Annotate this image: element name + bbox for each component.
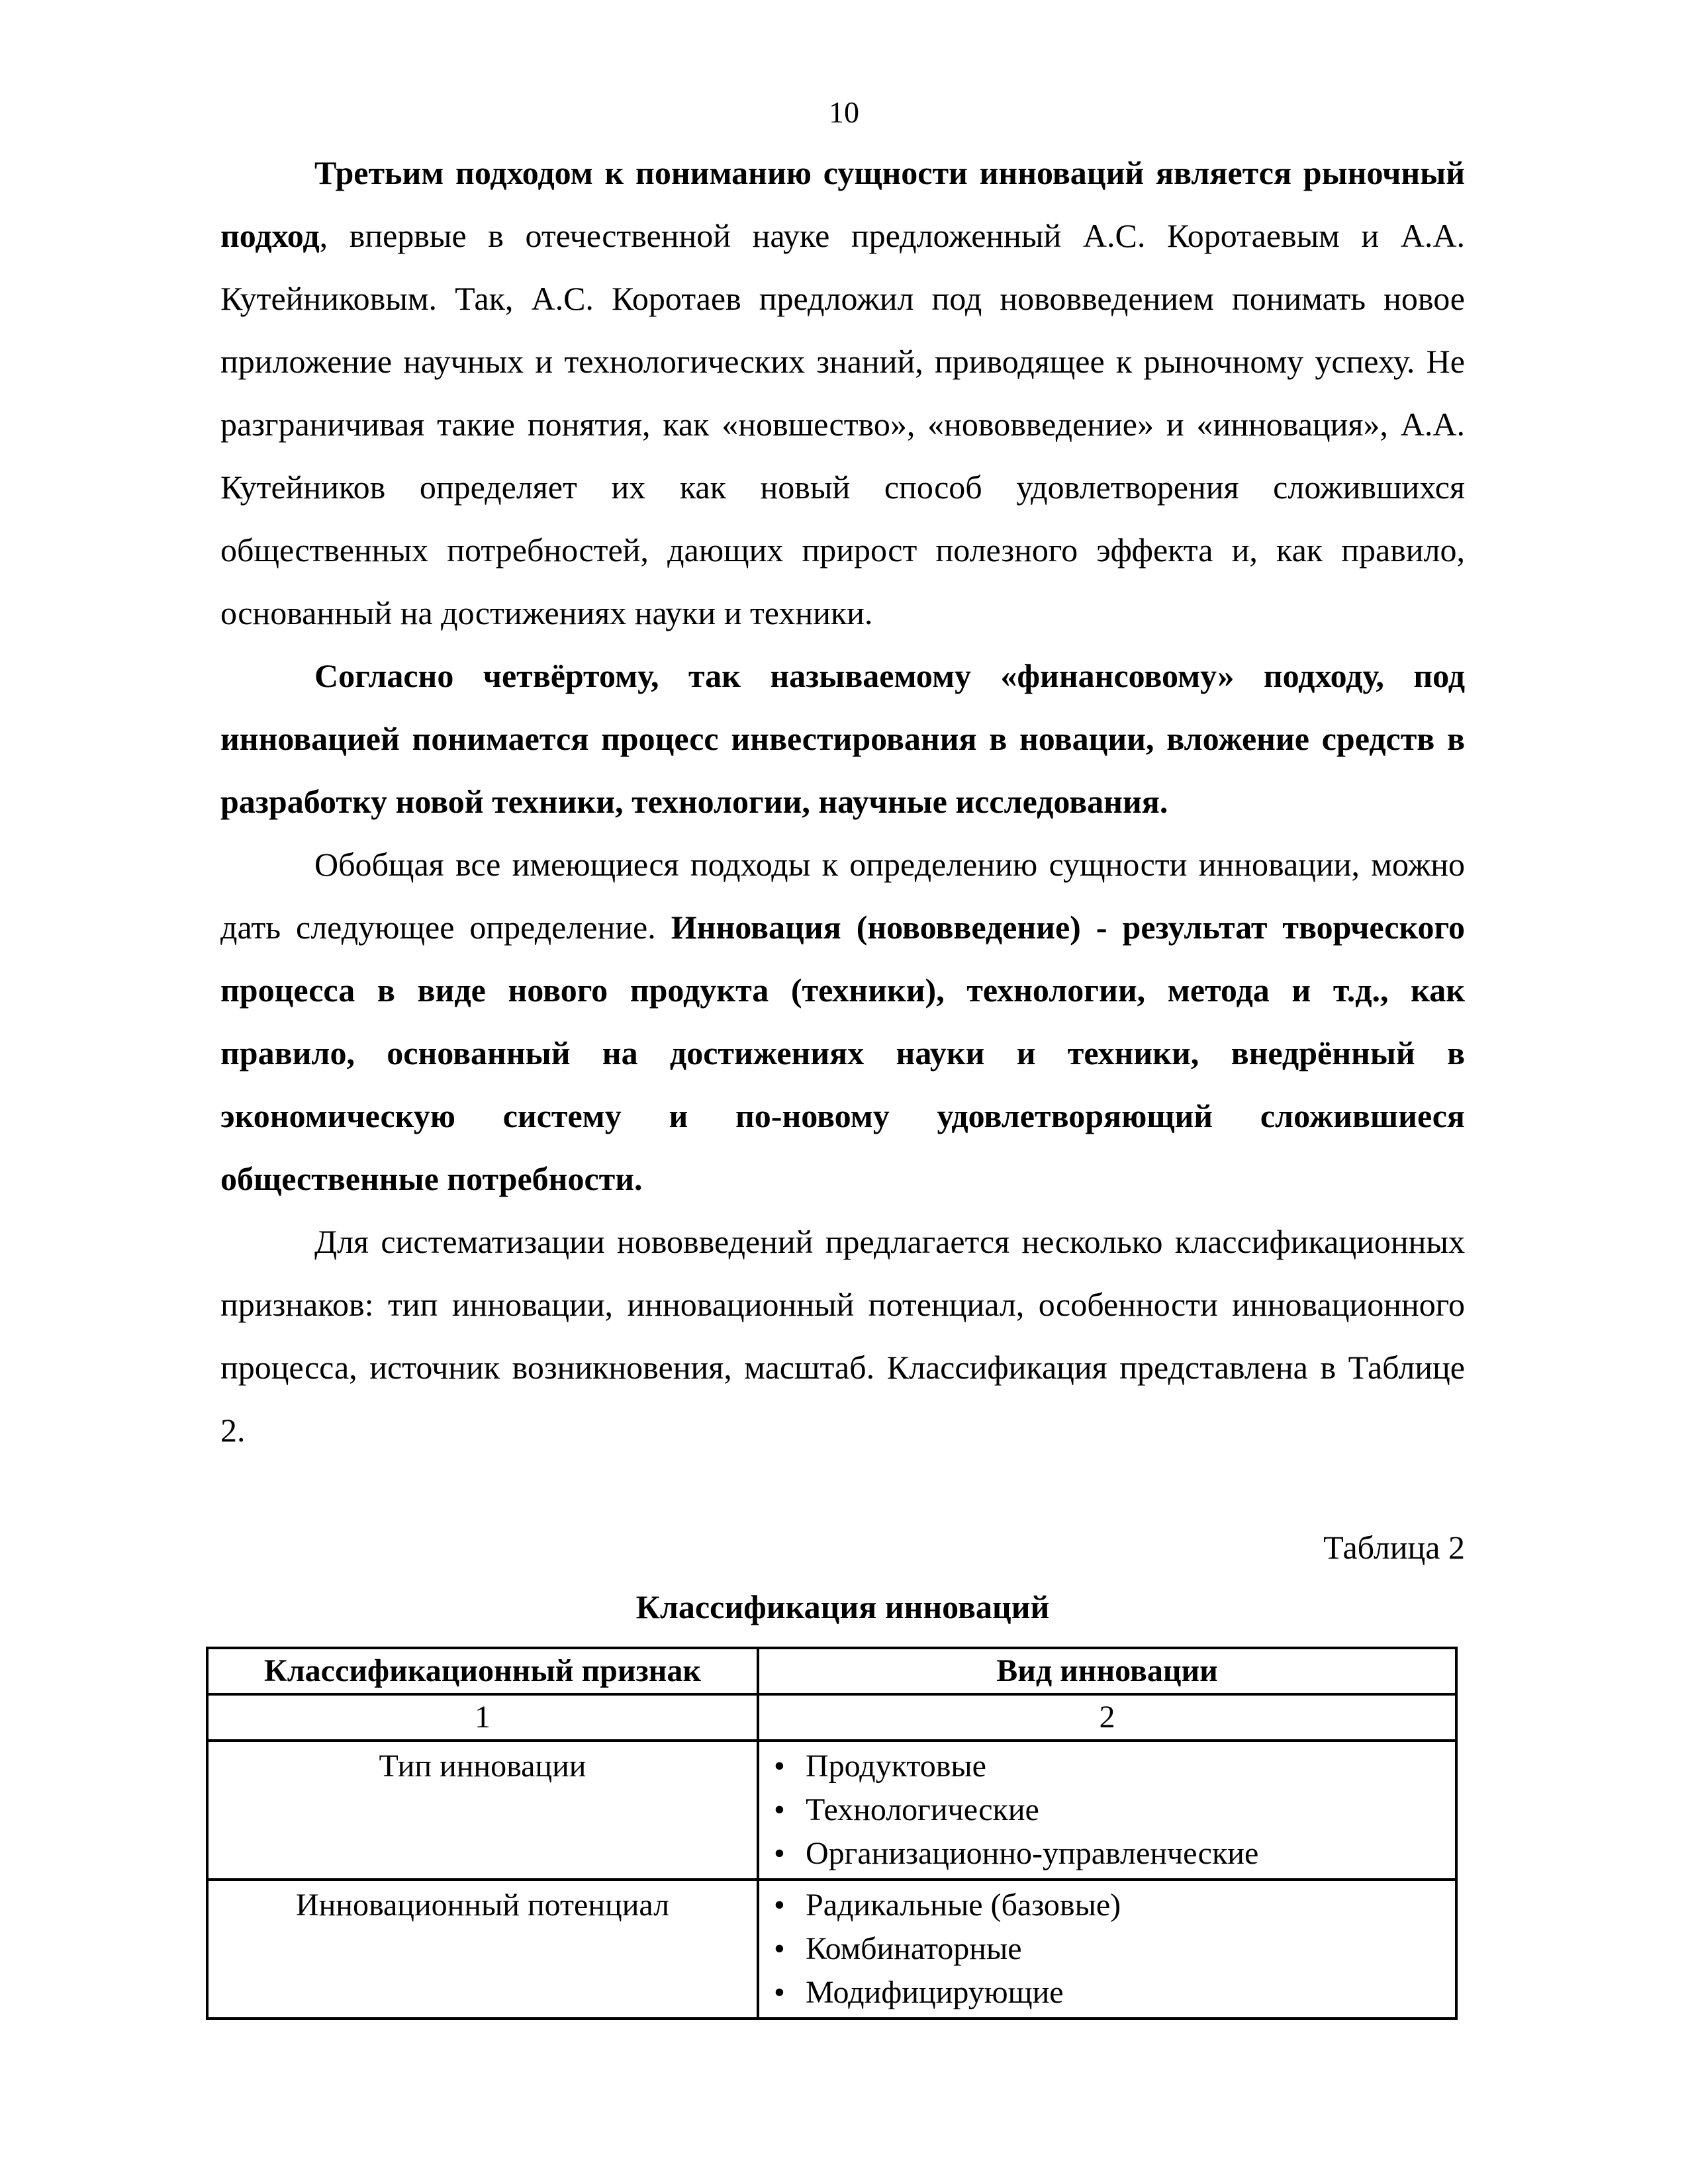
criterion-cell: Тип инновации: [207, 1741, 758, 1880]
list-item: • Модифицирующие: [769, 1971, 1446, 2015]
paragraph-systematization: [220, 1210, 1465, 1462]
table-row: [207, 1741, 1456, 1880]
table-header-row: [207, 1648, 1456, 1694]
table-caption: Таблица 2: [1323, 1529, 1465, 1566]
types-cell: [758, 1741, 1456, 1880]
header-type: Вид инновации: [758, 1648, 1456, 1694]
column-number-2: 2: [758, 1694, 1456, 1741]
page-number: 10: [829, 95, 859, 129]
paragraph-bold-lead: Третьим подходом к пониманию сущности инноваций является рыночный подход: [220, 154, 1465, 254]
paragraph-market-approach: [220, 142, 1465, 645]
list-item: • Комбинаторные: [769, 1927, 1446, 1971]
paragraph-definition: [220, 833, 1465, 1210]
paragraph-financial-approach: [220, 645, 1465, 833]
table-column-numbers-row: [207, 1694, 1456, 1741]
table-row: [207, 1880, 1456, 2019]
paragraph-text: Обобщая все имеющиеся подходы к определению сущности инновации, можно дать следующее определение.: [220, 846, 1465, 946]
classification-table: [206, 1647, 1458, 2020]
header-criterion: Классификационный признак: [207, 1648, 758, 1694]
body-text: [220, 142, 1465, 1462]
list-item: • Организационно-управленческие: [769, 1832, 1446, 1876]
list-item: • Радикальные (базовые): [769, 1884, 1446, 1927]
types-list: [769, 1745, 1446, 1876]
types-list: [769, 1884, 1446, 2015]
paragraph-text: , впервые в отечественной науке предложенный А.С. Коротаевым и А.А. Кутейниковым. Так, А.С. Коротаев предложил под нововведением понимать новое приложение научных и технологических знаний, приводящее к рыночному успеху. Не разграничивая такие понятия, как «новшество», «нововведение» и «инновация», А.А. Кутейников определяет их как новый способ удовлетворения сложившихся общественных потребностей, дающих прирост полезного эффекта и, как правило, основанный на достижениях науки и техники.: [220, 217, 1465, 631]
table-title: Классификация инноваций: [635, 1588, 1050, 1625]
list-item: • Технологические: [769, 1788, 1446, 1832]
paragraph-text: Для систематизации нововведений предлагается несколько классификационных признаков: тип инновации, инновационный потенциал, особенности инновационного процесса, источник возникновения, масштаб. Классификация представлена в Таблице 2.: [220, 1223, 1465, 1449]
column-number-1: 1: [207, 1694, 758, 1741]
criterion-cell: Инновационный потенциал: [207, 1880, 758, 2019]
innovation-definition: Инновация (нововведение) - результат творческого процесса в виде нового продукта (техники), технологии, метода и т.д., как правило, основанный на достижениях науки и техники, внедрённый в экономическую систему и по-новому удовлетворяющий сложившиеся общественные потребности.: [220, 909, 1466, 1197]
types-cell: [758, 1880, 1456, 2019]
list-item: • Продуктовые: [769, 1745, 1446, 1788]
paragraph-bold-lead: Согласно четвёртому, так называемому «финансовому» подходу, под инновацией понимается процесс инвестирования в новации, вложение средств в разработку новой техники, технологии, научные исследования.: [220, 657, 1465, 820]
